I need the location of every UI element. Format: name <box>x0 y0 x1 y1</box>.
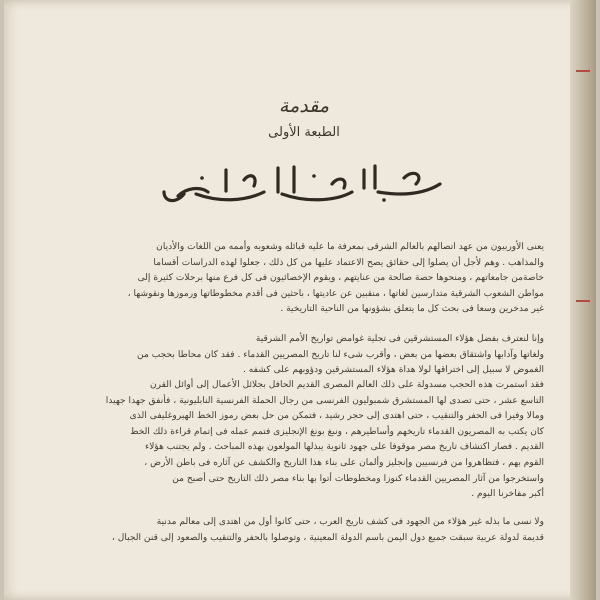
text-line: مواطن الشعوب الشرقية متدارسين لغاتها ، منقبين عن عاديتها ، باحثين فى أقدم مخطوطاتها ورموزها ونقوشها ، <box>127 288 544 299</box>
page-title: مقدمة <box>278 95 330 117</box>
text-line: ومالا وفيرا فى الحفر والتنقيب ، حتى اهتدى إلى حجر رشيد ، فتمكن من حل بعض رموز الخط الهيروغليفى الذى <box>129 411 544 422</box>
edge-mark <box>576 300 590 302</box>
text-line: يعنى الأوربيون من عهد اتصالهم بالعالم الشرقى بمعرفة ما عليه قبائله وشعوبه وأممه من اللغات والأديان <box>156 242 544 252</box>
page-edge <box>570 0 596 600</box>
text-line: وإنا لنعترف بفضل هؤلاء المستشرقين فى تجلية غوامض تواريخ الأمم الشرقية <box>255 334 544 344</box>
text-line: كان يكتب به المصريون القدماء تاريخهم وأساطيرهم ، ونبغ بونغ الإنجليزى فتمم عمله فى إتمام قراءة ذلك الخط <box>130 426 544 437</box>
text-line: ولا نسى ما بذله غير هؤلاء من الجهود فى كشف تاريخ العرب ، حتى كانوا أول من اهتدى إلى معالم مدنية <box>156 517 544 527</box>
edition-label: الطبعة الأولى <box>268 125 340 140</box>
text-line: أكبر مفاخرنا اليوم . <box>471 489 544 500</box>
text-line: قديمة لدولة عربية سبقت جميع دول اليمن باسم الدولة المعينية ، وتوصلوا بالحفر والتنقيب والصعود إلى قنن الجبال ، <box>111 532 544 543</box>
paragraph-4 <box>98 515 544 546</box>
text-line: القوم بهم ، فتظاهروا من فرنسيين وإنجليز وألمان على بناء هذا التاريخ والكشف عن آثاره فى باطن الأرض ، <box>144 457 544 468</box>
paragraph-3 <box>98 378 544 503</box>
edge-mark <box>576 70 590 72</box>
text-line: الغموض لا سبيل إلى اختراقها لولا هداة هؤلاء المستشرقين ودؤوبهم على كشفه . <box>243 365 544 376</box>
text-line: والمذاهب . وهم لأجل أن يصلوا إلى حقائق يصح الاعتماد عليها من كل ذلك ، جعلوا لهذه الدراسات أقساما <box>153 257 544 268</box>
text-line: خاصةمن جامعاتهم ، ومنحوها حصة صالحة من عنايتهم ، ويقوم الإخصائيون فى كل فرع منها برحلات كثيرة إلى <box>137 273 544 284</box>
text-line: واستخرجوا من آثار المصريين القدماء كنوزا ومخطوطات أتوا بها بناء مصر ذلك التاريخ حتى أصبح من <box>172 473 544 484</box>
text-line: غير مدخرين وسعا فى بحث كل ما يتعلق بشؤونها من الناحية التاريخية . <box>280 304 544 315</box>
text-line: ولغاتها وآدابها واشتقاق بعضها من بعض ، وأقرب شىء لنا تاريخ المصريين القدماء . فقد كان محاطا بحجب من <box>137 349 544 360</box>
basmala-calligraphy <box>154 158 454 208</box>
text-line: القديم . فصار اكتشاف تاريخ مصر موقوفا على جهود ثانوية يبذلها المولعون بهذه المباحث . ولم يجتنب هؤلاء <box>144 442 544 453</box>
paragraph-2 <box>98 332 544 379</box>
book-page <box>4 0 596 600</box>
text-line: فقد استمرت هذه الحجب مسدولة على ذلك العالم المصرى القديم الحافل بجلائل الأعمال إلى أوائل القرن <box>149 380 544 390</box>
text-line: التاسع عشر ، حتى تصدى لها المستشرق شمبوليون الفرنسى من رجال الحملة الفرنسية النابليونية ، فأنفق جهدا جهيدا <box>105 395 544 406</box>
paragraph-1 <box>98 240 544 318</box>
